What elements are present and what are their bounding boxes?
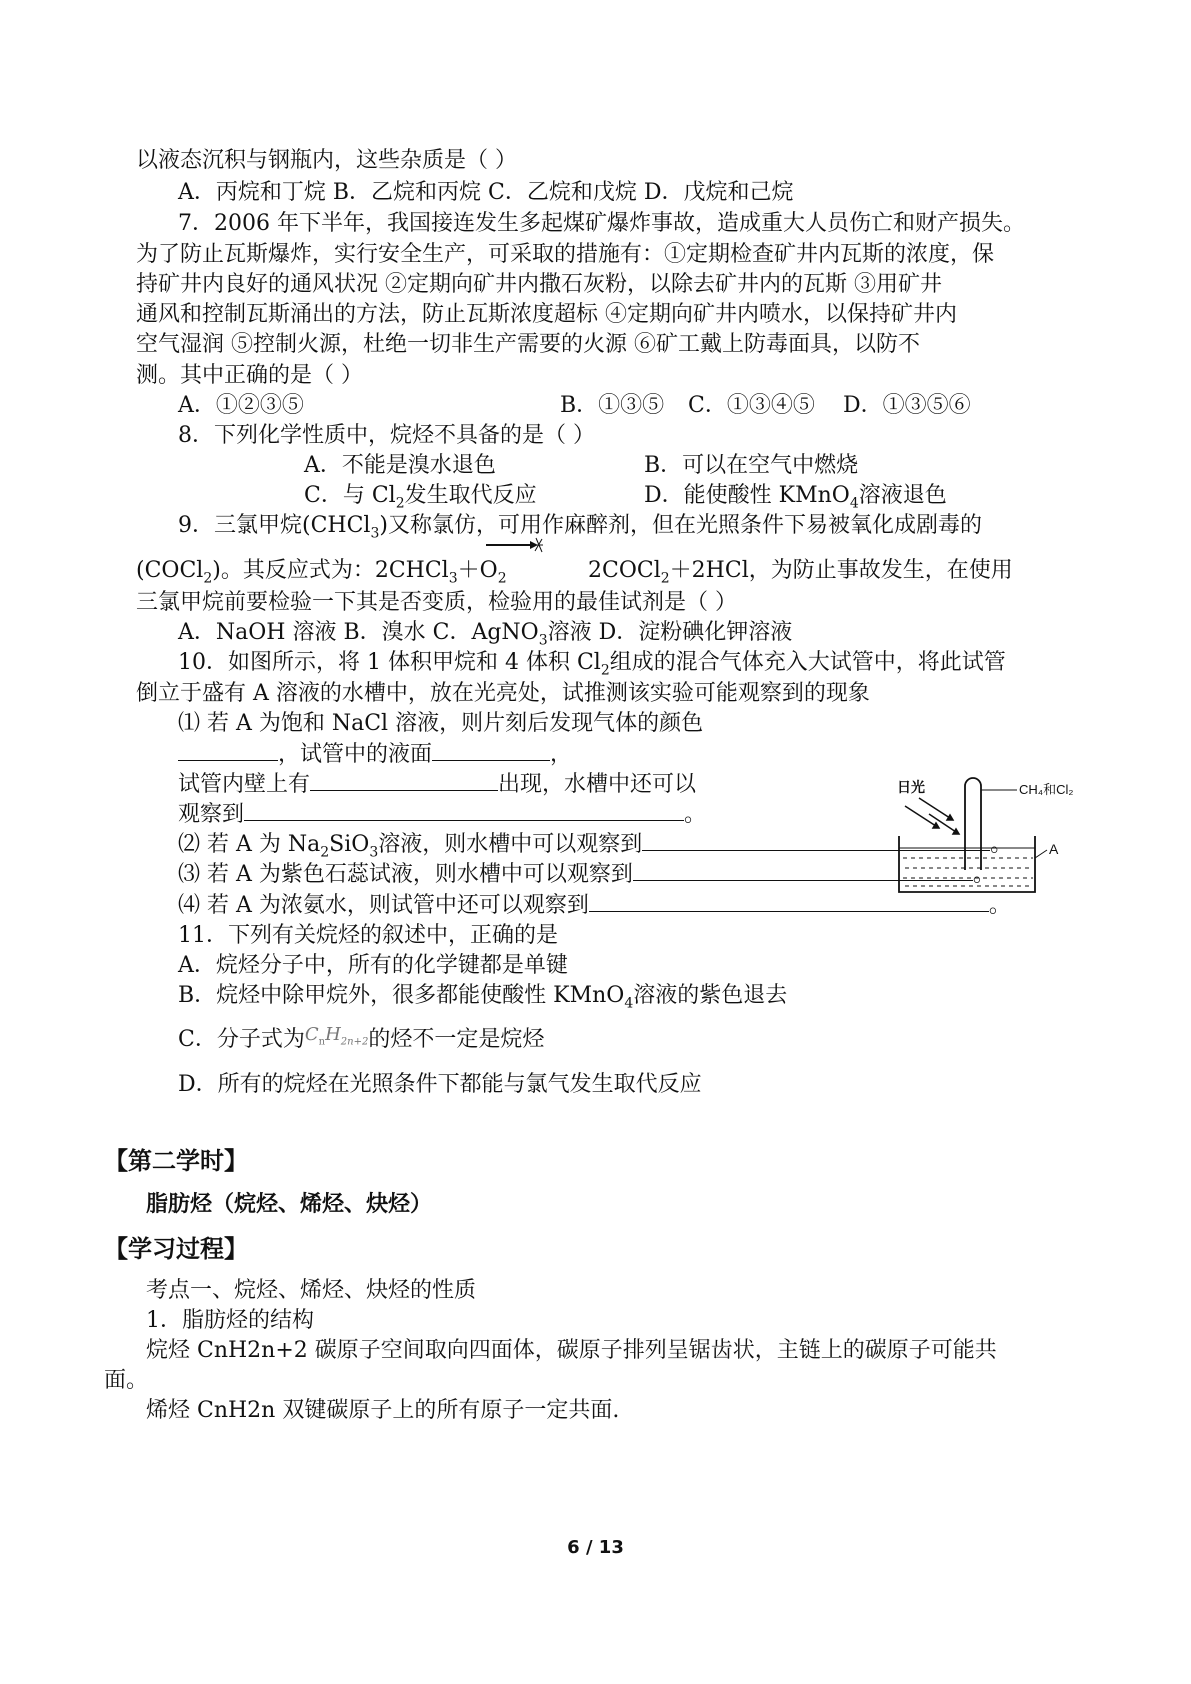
answer-blank[interactable]: [178, 740, 278, 761]
sunlight-rays-icon: [905, 798, 959, 834]
solution-level: [903, 858, 1033, 886]
water-trough: [899, 836, 1035, 892]
test-tube: [965, 778, 981, 870]
topic-heading: 脂肪烃（烷烃、烯烃、炔烃）: [146, 1191, 433, 1217]
key-point-1: 考点一、烷烃、烯烃、炔烃的性质: [146, 1278, 477, 1303]
q11-option-c: C．分子式为$^{C_nH_{2n+2}}$的烃不一定是烷烃: [178, 1024, 545, 1052]
answer-blank[interactable]: [244, 800, 684, 821]
gas-label: CH₄和Cl₂: [1019, 782, 1074, 797]
page-number: 6 / 13: [567, 1537, 624, 1558]
alkane-structure-line-2: 面。: [104, 1368, 149, 1393]
solution-a-label: A: [1049, 841, 1059, 857]
q11-option-d: D．所有的烷烃在光照条件下都能与氯气发生取代反应: [178, 1072, 702, 1097]
q9-line-1: 9．三氯甲烷(CHCl$_3$)又称氯仿，可用作麻醉剂，但在光照条件下易被氧化成剧毒的: [178, 513, 982, 542]
q8-option-d: D．能使酸性 KMnO$_4$溶液退色: [644, 483, 947, 512]
q7-line-6: 测。其中正确的是（ ）: [136, 363, 363, 388]
q7-line-2: 为了防止瓦斯爆炸，实行安全生产，可采取的措施有：①定期检查矿井内瓦斯的浓度，保: [136, 242, 995, 267]
q10-part-1-line-3: 试管内壁上有 出现，水槽中还可以: [178, 772, 697, 797]
process-heading: 【学习过程】: [104, 1234, 248, 1263]
alkene-structure: 烯烃 CnH2n 双键碳原子上的所有原子一定共面.: [146, 1398, 620, 1423]
q9-line-2-products: 2COCl$_2$＋2HCl，为防止事故发生，在使用: [588, 558, 1013, 587]
light-reaction-arrow: [484, 537, 544, 553]
q10-part-1-line-1: ⑴ 若 A 为饱和 NaCl 溶液，则片刻后发现气体的颜色: [178, 711, 704, 736]
q10-part-3: ⑶ 若 A 为紫色石蕊试液，则水槽中可以观察到 。: [178, 862, 995, 887]
q7-line-3: 持矿井内良好的通风状况 ②定期向矿井内撒石灰粉，以除去矿井内的瓦斯 ③用矿井: [136, 272, 942, 297]
q7-option-d: D．①③⑤⑥: [843, 393, 971, 418]
q6-stem-tail: 以液态沉积与钢瓶内，这些杂质是（ ）: [136, 148, 517, 173]
q8-option-c: C．与 $Cl_2$发生取代反应: [304, 483, 537, 512]
period-heading: 【第二学时】: [104, 1146, 248, 1175]
q10-part-1-line-4: 观察到 。: [178, 802, 707, 827]
answer-blank[interactable]: [310, 770, 498, 791]
q11-option-b: B．烷烃中除甲烷外，很多都能使酸性 KMnO$_4$溶液的紫色退去: [178, 983, 788, 1012]
q7-option-b: B．①③⑤: [560, 393, 665, 418]
q10-line-1: 10．如图所示，将 1 体积甲烷和 4 体积 $Cl_2$组成的混合气体充入大试管中，将此试管: [178, 650, 1006, 679]
key-point-1-1: 1．脂肪烃的结构: [146, 1308, 314, 1333]
answer-blank[interactable]: [432, 740, 550, 761]
q8-stem: 8．下列化学性质中，烷烃不具备的是（ ）: [178, 423, 595, 448]
q10-part-4: ⑷ 若 A 为浓氨水，则试管中还可以观察到 。: [178, 893, 1011, 918]
q7-line-4: 通风和控制瓦斯涌出的方法，防止瓦斯浓度超标 ④定期向矿井内喷水，以保持矿井内: [136, 302, 957, 327]
q9-line-2: (COCl$_2$)。其反应式为：$2CHCl_3+O_2$: [136, 558, 507, 587]
q10-line-2: 倒立于盛有 A 溶液的水槽中，放在光亮处，试推测该实验可能观察到的现象: [136, 681, 870, 706]
q8-option-a: A．不能是溴水退色: [304, 453, 496, 478]
q9-options: A．NaOH 溶液 B．溴水 C．AgNO$_3$溶液 D．淀粉碘化钾溶液: [178, 620, 793, 649]
q7-option-a: A．①②③⑤: [178, 393, 304, 418]
q7-line-1: 7．2006 年下半年，我国接连发生多起煤矿爆炸事故，造成重大人员伤亡和财产损失。: [178, 211, 1025, 236]
q8-option-b: B．可以在空气中燃烧: [644, 453, 859, 478]
q10-part-2: ⑵ 若 A 为 $Na_2SiO_3$溶液，则水槽中可以观察到 。: [178, 832, 1013, 861]
test-tube-diagram: [893, 762, 1135, 904]
q7-line-5: 空气湿润 ⑤控制火源，杜绝一切非生产需要的火源 ⑥矿工戴上防毒面具，以防不: [136, 332, 920, 357]
q7-option-c: C．①③④⑤: [688, 393, 815, 418]
alkane-structure-line-1: 烷烃 CnH2n+2 碳原子空间取向四面体，碳原子排列呈锯齿状，主链上的碳原子可能共: [146, 1338, 997, 1363]
q9-line-3: 三氯甲烷前要检验一下其是否变质，检验用的最佳试剂是（ ）: [136, 590, 737, 615]
sunlight-label: 日光: [897, 779, 925, 795]
formula-cnh2n2: CnH2n+2: [304, 1024, 369, 1048]
q10-part-1-line-2: ，试管中的液面 ，: [178, 740, 572, 770]
q11-option-a: A．烷烃分子中，所有的化学键都是单键: [178, 953, 568, 978]
q6-options: A．丙烷和丁烷 B．乙烷和丙烷 C．乙烷和戊烷 D．戊烷和己烷: [178, 180, 794, 205]
q11-stem: 11．下列有关烷烃的叙述中，正确的是: [178, 923, 558, 948]
